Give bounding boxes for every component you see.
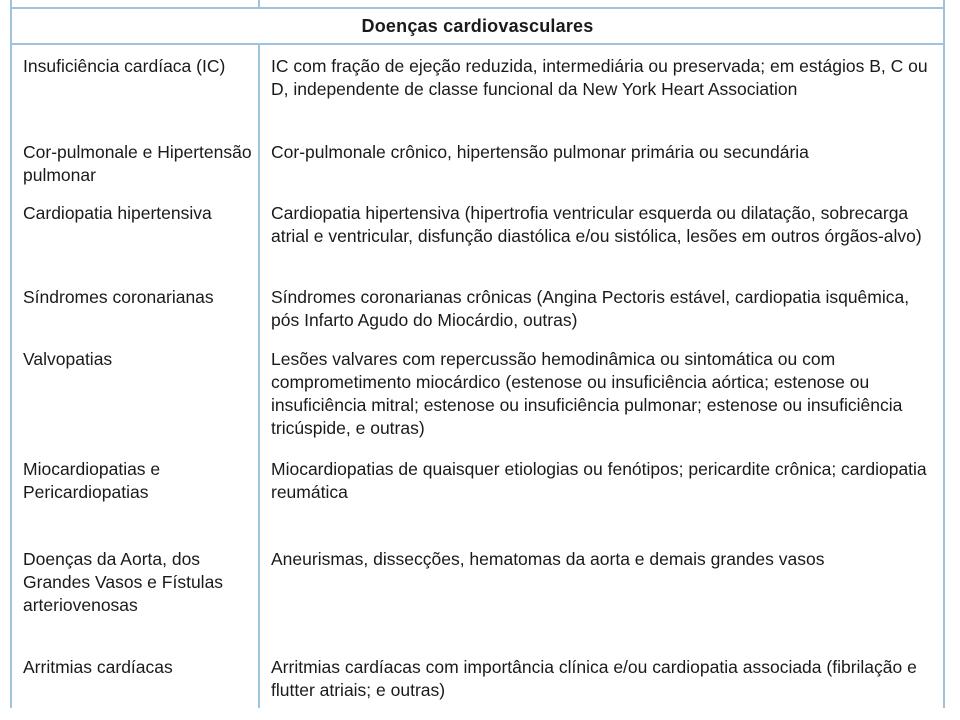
condition-cell: Insuficiência cardíaca (IC) <box>23 56 226 76</box>
description-cell: Cardiopatia hipertensiva (hipertrofia ventricular esquerda ou dilatação, sobrecarga atrial e ventricular, disfunção diastólica e/ou sistólica, lesões em outros órgãos-alvo) <box>271 203 922 246</box>
table-header-row <box>10 7 945 45</box>
description-cell: Arritmias cardíacas com importância clínica e/ou cardiopatia associada (fibrilação e flutter atriais; e outras) <box>271 657 917 700</box>
condition-cell: Arritmias cardíacas <box>23 657 173 677</box>
column-divider <box>258 45 260 708</box>
condition-cell: Cor-pulmonale e Hipertensão pulmonar <box>23 142 252 185</box>
condition-cell: Doenças da Aorta, dos Grandes Vasos e Fístulas arteriovenosas <box>23 549 224 615</box>
condition-cell: Cardiopatia hipertensiva <box>23 203 212 223</box>
description-cell: Cor-pulmonale crônico, hipertensão pulmonar primária ou secundária <box>271 142 809 162</box>
description-cell: Síndromes coronarianas crônicas (Angina Pectoris estável, cardiopatia isquêmica, pós Infarto Agudo do Miocárdio, outras) <box>271 287 910 330</box>
condition-cell: Valvopatias <box>23 349 113 369</box>
description-cell: IC com fração de ejeção reduzida, intermediária ou preservada; em estágios B, C ou D, independente de classe funcional da New York Heart Association <box>271 56 928 99</box>
description-cell: Lesões valvares com repercussão hemodinâmica ou sintomática ou com comprometimento miocárdico (estenose ou insuficiência aórtica; estenose ou insuficiência mitral; estenose ou insuficiência pulmonar; estenose ou insuficiência tricúspide, e outras) <box>271 349 903 438</box>
page-bottom-edge <box>0 708 960 720</box>
description-cell: Miocardiopatias de quaisquer etiologias ou fenótipos; pericardite crônica; cardiopatia reumática <box>271 459 927 502</box>
condition-cell: Síndromes coronarianas <box>23 287 214 307</box>
condition-cell: Miocardiopatias e Pericardiopatias <box>23 459 161 502</box>
description-cell: Aneurismas, dissecções, hematomas da aorta e demais grandes vasos <box>271 549 825 569</box>
table-title: Doenças cardiovasculares <box>361 15 594 36</box>
